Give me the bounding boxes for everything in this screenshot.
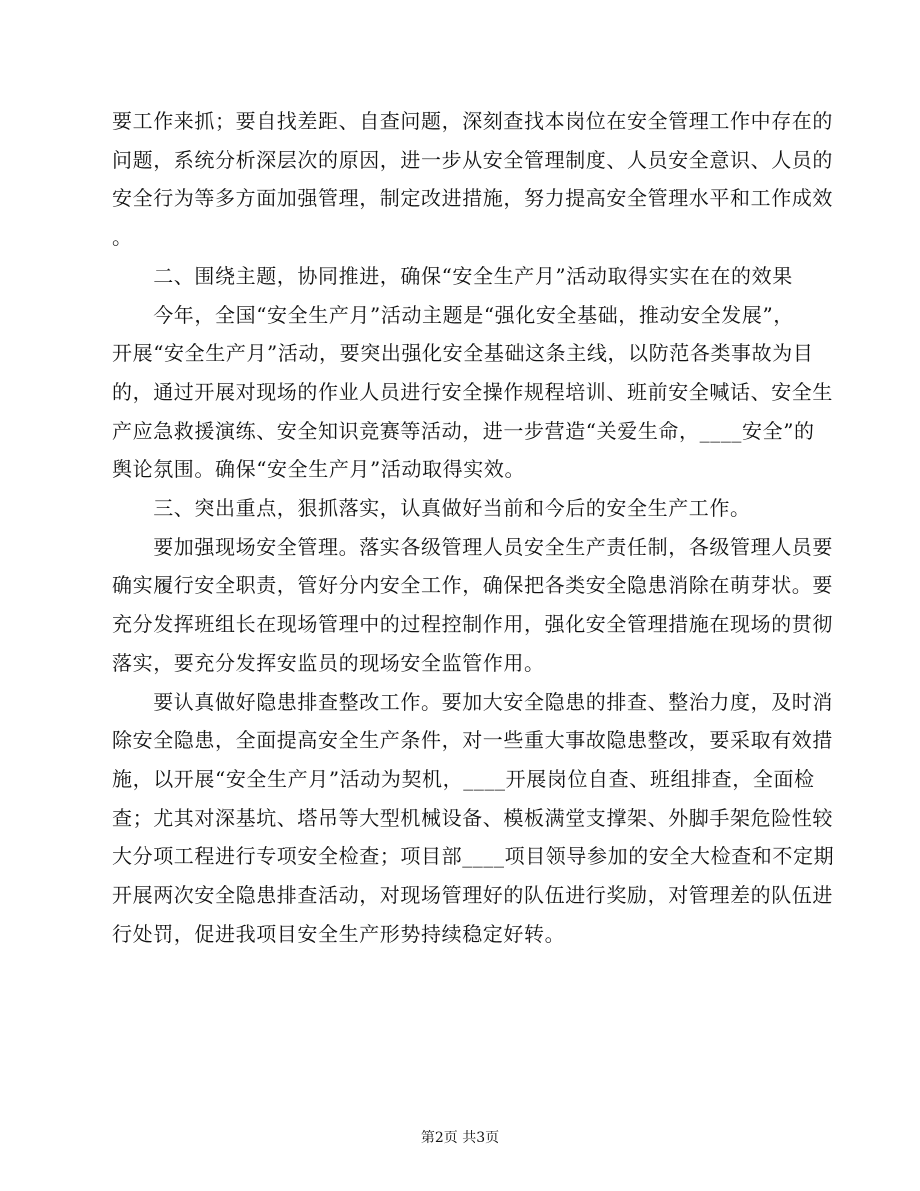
text-line: 充分发挥班组长在现场管理中的过程控制作用，强化安全管理措施在现场的贯彻 [112,612,833,637]
text-line: 查；尤其对深基坑、塔吊等大型机械设备、模板满堂支撑架、外脚手架危险性较 [112,805,833,830]
text-line: 。 [112,225,133,250]
text-line: 舆论氛围。确保“安全生产月”活动取得实效。 [112,457,526,482]
text-line: 产应急救援演练、安全知识竞赛等活动，进一步营造“关爱生命，____安全”的 [112,418,815,443]
text-line: 安全行为等多方面加强管理，制定改进措施，努力提高安全管理水平和工作成效 [112,186,833,211]
text-line: 开展“安全生产月”活动，要突出强化安全基础这条主线，以防范各类事故为目 [112,341,814,366]
section-heading-3: 三、突出重点，狠抓落实，认真做好当前和今后的安全生产工作。 [112,496,751,521]
text-line: 要认真做好隐患排查整改工作。要加大安全隐患的排查、整治力度，及时消 [112,689,833,714]
page-number-footer: 第2页 共3页 [420,1130,500,1146]
text-line: 开展两次安全隐患排查活动，对现场管理好的队伍进行奖励，对管理差的队伍进 [112,883,833,908]
text-line: 要工作来抓；要自找差距、自查问题，深刻查找本岗位在安全管理工作中存在的 [112,109,833,133]
document-body [112,102,835,953]
text-line: 今年，全国“安全生产月”活动主题是“强化安全基础，推动安全发展”， [112,302,794,327]
text-line: 要加强现场安全管理。落实各级管理人员安全生产责任制，各级管理人员要 [112,534,833,559]
text-line: 行处罚，促进我项目安全生产形势持续稳定好转。 [112,921,566,946]
text-line: 施，以开展“安全生产月”活动为契机，____开展岗位自查、班组排查，全面检 [112,766,815,791]
text-line: 的，通过开展对现场的作业人员进行安全操作规程培训、班前安全喊话、安全生 [112,379,833,404]
section-heading-2: 二、围绕主题，协同推进，确保“安全生产月”活动取得实实在在的效果 [112,263,793,288]
text-line: 问题，系统分析深层次的原因，进一步从安全管理制度、人员安全意识、人员的 [112,147,833,172]
text-line: 确实履行安全职责，管好分内安全工作，确保把各类安全隐患消除在萌芽状。要 [112,573,833,598]
text-line: 落实，要充分发挥安监员的现场安全监管作用。 [112,650,545,675]
text-line: 除安全隐患，全面提高安全生产条件，对一些重大事故隐患整改，要采取有效措 [112,728,833,753]
text-line: 大分项工程进行专项安全检查；项目部____项目领导参加的安全大检查和不定期 [112,844,835,869]
